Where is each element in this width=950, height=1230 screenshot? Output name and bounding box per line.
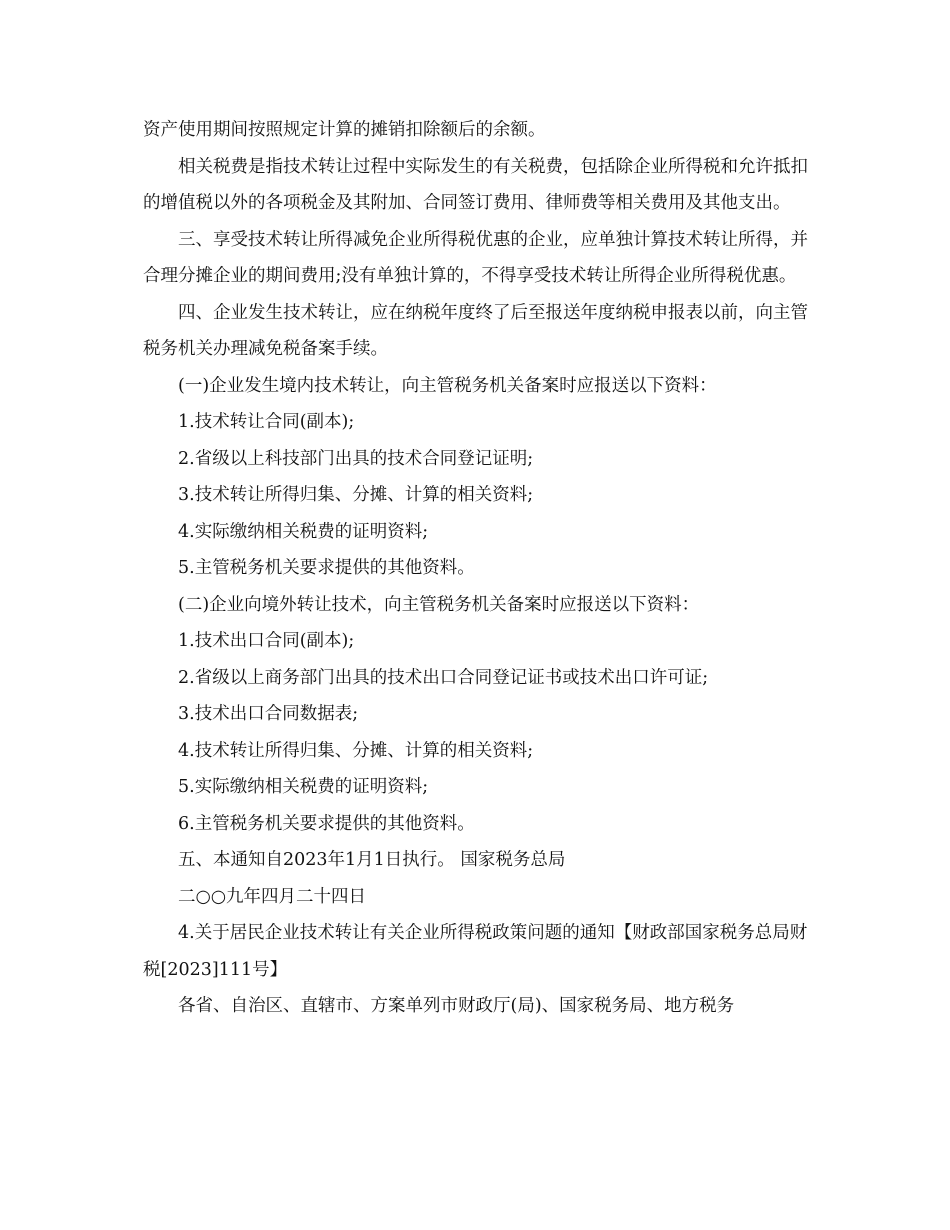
list-item-domestic-4: 4.实际缴纳相关税费的证明资料;: [178, 521, 429, 542]
list-item-domestic-2: 2.省级以上科技部门出具的技术合同登记证明;: [178, 448, 534, 469]
paragraph-section-three: 三、享受技术转让所得减免企业所得税优惠的企业，应单独计算技术转让所得，并合理分摊企业的期间费用;没有单独计算的，不得享受技术转让所得企业所得税优惠。: [143, 229, 808, 286]
paragraph-amortization-balance: 资产使用期间按照规定计算的摊销扣除额后的余额。: [143, 120, 546, 140]
list-item-foreign-2: 2.省级以上商务部门出具的技术出口合同登记证书或技术出口许可证;: [178, 667, 709, 688]
subheading-domestic-transfer: (一)企业发生境内技术转让，向主管税务机关备案时应报送以下资料：: [178, 375, 717, 396]
document-body: [143, 112, 813, 1025]
addressee-line: 各省、自治区、直辖市、方案单列市财政厅(局)、国家税务局、地方税务: [178, 996, 735, 1016]
list-item-foreign-3: 3.技术出口合同数据表;: [178, 704, 359, 724]
list-item-domestic-3: 3.技术转让所得归集、分摊、计算的相关资料;: [178, 485, 534, 505]
list-item-foreign-6: 6.主管税务机关要求提供的其他资料。: [178, 813, 475, 834]
list-item-foreign-1: 1.技术出口合同(副本);: [178, 631, 355, 651]
list-item-foreign-5: 5.实际缴纳相关税费的证明资料;: [178, 777, 429, 797]
document-date: 二○○九年四月二十四日: [178, 886, 367, 907]
list-item-domestic-5: 5.主管税务机关要求提供的其他资料。: [178, 558, 475, 578]
paragraph-section-four: 四、企业发生技术转让，应在纳税年度终了后至报送年度纳税申报表以前，向主管税务机关办理减免税备案手续。: [143, 302, 808, 359]
paragraph-section-five: 五、本通知自2023年1月1日执行。 国家税务总局: [178, 850, 566, 870]
paragraph-related-taxes: 相关税费是指技术转让过程中实际发生的有关税费，包括除企业所得税和允许抵扣的增值税以外的各项税金及其附加、合同签订费用、律师费等相关费用及其他支出。: [143, 156, 808, 213]
subheading-foreign-transfer: (二)企业向境外转让技术，向主管税务机关备案时应报送以下资料：: [178, 594, 700, 615]
list-item-foreign-4: 4.技术转让所得归集、分摊、计算的相关资料;: [178, 740, 534, 761]
notice-title: 4.关于居民企业技术转让有关企业所得税政策问题的通知【财政部国家税务总局财税[2023]111号】: [143, 923, 808, 980]
list-item-domestic-1: 1.技术转让合同(副本);: [178, 412, 355, 432]
